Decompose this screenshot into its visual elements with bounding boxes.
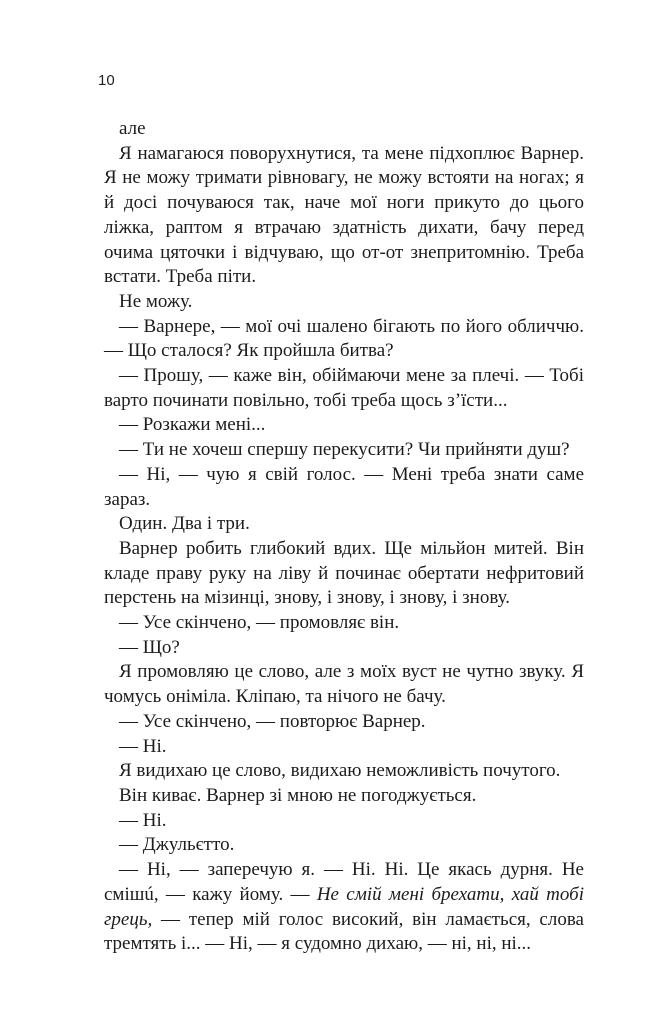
- paragraph: — Ні, — чую я свій голос. — Мені треба знати саме зараз.: [104, 463, 584, 510]
- paragraph: Варнер робить глибокий вдих. Ще мільйон митей. Він кладе праву руку на ліву й починає обертати нефритовий перстень на мізинці, знову, і знову, і знову, і знову.: [104, 537, 584, 609]
- paragraph: — Ти не хочеш спершу перекусити? Чи прийняти душ?: [119, 439, 570, 461]
- page-number: 10: [98, 72, 115, 89]
- paragraph: — Прошу, — каже він, обіймаючи мене за плечі. — Тобі варто починати повільно, тобі треба щось з’їсти...: [104, 365, 584, 411]
- paragraph: — Усе скінчено, — повторює Варнер.: [119, 710, 426, 732]
- paragraph: — Що?: [119, 636, 180, 658]
- paragraph: Я намагаюся поворухнутися, та мене підхоплює Варнер. Я не можу тримати рівновагу, не можу встояти на ногах; я й досі почуваюся так, наче мої ноги прикуто до цього ліжка, раптом я втрачаю здатність дихати, бачу перед очима цяточки і відчуваю, що от-от знепритомнію. Треба встати. Треба піти.: [104, 142, 584, 288]
- paragraph-italic-text: Не смій мені брехати, хай тобі грець,: [104, 883, 584, 930]
- paragraph: але: [119, 118, 146, 139]
- paragraph: Не можу.: [119, 290, 193, 312]
- paragraph: Я видихаю це слово, видихаю неможливість почутого.: [119, 760, 561, 782]
- paragraph: — Ні.: [119, 809, 167, 831]
- paragraph: — Джульєтто.: [119, 834, 235, 856]
- paragraph: — Розкажи мені...: [119, 414, 266, 436]
- paragraph: — Усе скінчено, — промовляє він.: [119, 612, 400, 634]
- paragraph: [104, 858, 584, 957]
- paragraph-text: — Ні, — заперечую я. — Ні. Ні. Це якась дурня. Не смішú, — кажу йому. —: [104, 859, 584, 905]
- paragraph: Я промовляю це слово, але з моїх вуст не чутно звуку. Я чомусь оніміла. Кліпаю, та нічого не бачу.: [104, 661, 584, 708]
- paragraph: — Ні.: [119, 735, 167, 757]
- paragraph: Він киває. Варнер зі мною не погоджується.: [119, 784, 477, 806]
- body-text: [104, 117, 584, 957]
- paragraph: Один. Два і три.: [119, 513, 250, 535]
- paragraph: — Варнере, — мої очі шалено бігають по його обличчю. — Що сталося? Як пройшла битва?: [104, 315, 584, 362]
- paragraph-text: — тепер мій голос високий, він ламається, слова тремтять і... — Ні, — я судомно дихаю, — ні, ні, ні...: [104, 908, 584, 955]
